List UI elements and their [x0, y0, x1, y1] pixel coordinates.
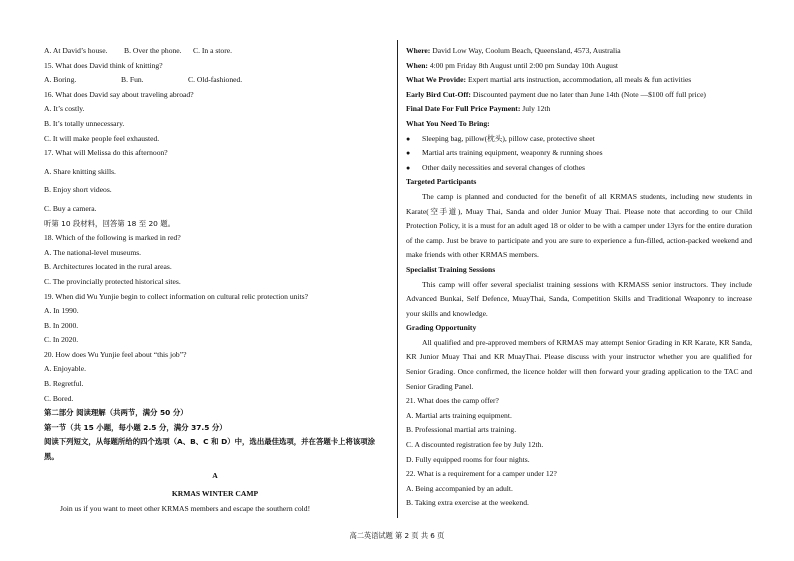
question-19: 19. When did Wu Yunjie begin to collect information on cultural relic protection units? [44, 291, 309, 301]
q14-options [44, 44, 386, 59]
grading-heading: Grading Opportunity [406, 323, 477, 333]
bring-heading: What You Need To Bring: [406, 118, 490, 128]
option: A. It’s costly. [44, 104, 85, 114]
option: B. Fun. [121, 75, 144, 85]
specialist-heading: Specialist Training Sessions [406, 264, 496, 274]
page-footer: 高二英语试题 第 2 页 共 6 页 [349, 531, 445, 540]
early-bird-line [406, 88, 752, 103]
bullet-icon: ● [406, 134, 411, 143]
targeted-paragraph: The camp is planned and conducted for the benefit of all KRMAS students, including new students in Karate(空手道), Muay Thai, Sanda and older Junior Muay Thai. Please note that according to our Child Protection Policy, it is a must for an adult aged 18 or older to be with a camper under 13yrs for the entire duration of the camp. Just be brave to participate and you are sure to experience a fun-filled, action-packed weekend and make friends with other KRMAS members. [406, 191, 752, 260]
bring-item-text: Martial arts training equipment, weaponry & running shoes [422, 148, 603, 158]
where-line [406, 44, 752, 59]
left-column [44, 44, 386, 516]
bring-item [406, 132, 752, 147]
grading-paragraph: All qualified and pre-approved members of KRMAS may attempt Senior Grading in KR Karate, KR Sanda, KR Junior Muay Thai and KR MuayThai. Please discuss with your instructor whether you are qualified for Senior Grading. Once confirmed, the licence holder will then forward your grading application to the TAC and Senior Grading Panel. [406, 337, 752, 391]
option: C. In a store. [193, 46, 233, 55]
field-value: Expert martial arts instruction, accommodation, all meals & fun activities [466, 75, 692, 85]
when-line [406, 59, 752, 74]
question-21: 21. What does the camp offer? [406, 396, 499, 406]
option: D. Fully equipped rooms for four nights. [406, 454, 530, 464]
field-value: David Low Way, Coolum Beach, Queensland, 4573, Australia [430, 46, 621, 55]
option: A. In 1990. [44, 306, 79, 316]
part-heading: 第二部分 阅读理解（共两节，满分 50 分） [44, 408, 188, 418]
option: B. Over the phone. [124, 46, 182, 55]
section-heading: 第一节（共 15 小题，每小题 2.5 分，满分 37.5 分） [44, 422, 227, 432]
column-divider [397, 40, 398, 518]
option: C. It will make people feel exhausted. [44, 133, 160, 143]
field-label: Where: [406, 46, 431, 55]
question-18: 18. Which of the following is marked in red? [44, 233, 181, 243]
option: C. Bored. [44, 393, 74, 403]
question-17: 17. What will Melissa do this afternoon? [44, 148, 168, 158]
question-15: 15. What does David think of knitting? [44, 60, 163, 70]
field-value: Discounted payment due no later than June 14th (Note —$100 off full price) [470, 89, 706, 99]
option: C. Buy a camera. [44, 203, 97, 213]
field-label: What We Provide: [406, 75, 467, 85]
field-value: 4:00 pm Friday 8th August until 2:00 pm Sunday 10th August [427, 60, 619, 70]
bring-item-text: Other daily necessities and several changes of clothes [422, 162, 585, 172]
option: B. It’s totally unnecessary. [44, 118, 125, 128]
option: B. Enjoy short videos. [44, 185, 112, 195]
option: B. Architectures located in the rural areas. [44, 262, 172, 272]
final-date-line [406, 102, 752, 117]
option: C. Old-fashioned. [188, 75, 243, 85]
question-20: 20. How does Wu Yunjie feel about “this job”? [44, 349, 187, 359]
passage-intro: Join us if you want to meet other KRMAS members and escape the southern cold! [60, 503, 311, 513]
bullet-icon: ● [406, 149, 411, 158]
provide-line [406, 73, 752, 88]
field-label: Final Date For Full Price Payment: [406, 104, 521, 114]
targeted-heading: Targeted Participants [406, 177, 477, 187]
question-22: 22. What is a requirement for a camper under 12? [406, 469, 557, 479]
right-column [406, 44, 752, 511]
option: B. Regretful. [44, 379, 84, 389]
q15-options [44, 73, 386, 88]
option: B. In 2000. [44, 320, 79, 330]
option: A. Martial arts training equipment. [406, 410, 512, 420]
option: B. Professional martial arts training. [406, 425, 517, 435]
option: C. In 2020. [44, 335, 79, 345]
field-value: July 12th [520, 104, 551, 114]
question-16: 16. What does David say about traveling abroad? [44, 89, 194, 99]
option: C. A discounted registration fee by July 12th. [406, 440, 544, 450]
bring-item-text: Sleeping bag, pillow(枕头), pillow case, protective sheet [422, 133, 595, 143]
bullet-icon: ● [406, 163, 411, 172]
option: A. Share knitting skills. [44, 166, 116, 176]
listening-instruction: 听第 10 段材料，回答第 18 至 20 题。 [44, 218, 175, 228]
option: A. The national-level museums. [44, 247, 142, 257]
option: A. Boring. [44, 75, 77, 85]
reading-instruction: 阅读下列短文，从每题所给的四个选项（A、B、C 和 D）中，选出最佳选项，并在答题卡上将该项涂黑。 [44, 437, 376, 462]
passage-title: KRMAS WINTER CAMP [171, 489, 259, 499]
bring-item [406, 161, 752, 176]
bring-item [406, 146, 752, 161]
option: A. Being accompanied by an adult. [406, 483, 513, 493]
option: A. Enjoyable. [44, 364, 86, 374]
option: C. The provincially protected historical sites. [44, 276, 181, 286]
option: A. At David’s house. [44, 46, 108, 55]
field-label: When: [406, 60, 428, 70]
specialist-paragraph: This camp will offer several specialist training sessions with KRMASS senior instructors. They include Advanced Bunkai, Self Defence, MuayThai, Sanda, Competition Skills and Traditional Weaponry to increase your skills and knowledge. [406, 279, 752, 318]
option: B. Taking extra exercise at the weekend. [406, 498, 529, 508]
field-label: Early Bird Cut-Off: [406, 89, 471, 99]
passage-letter: A [212, 470, 218, 480]
